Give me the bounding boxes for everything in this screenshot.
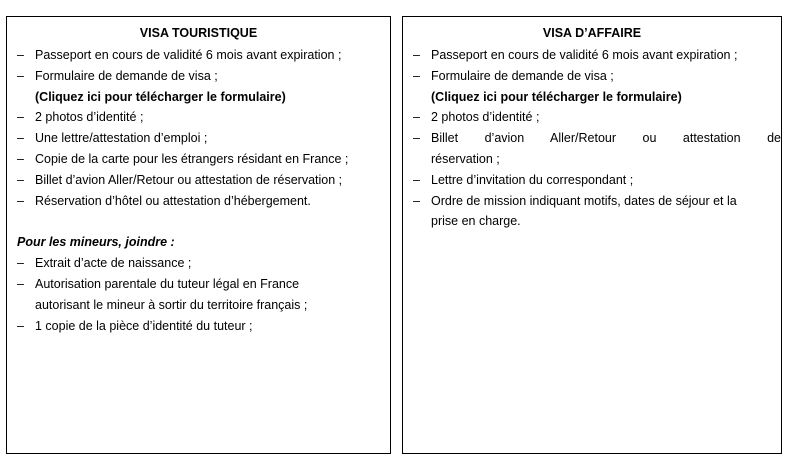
item-text: Extrait d’acte de naissance ; [35, 256, 192, 271]
list-item [403, 45, 781, 66]
list-item [403, 66, 781, 108]
affaire-requirements-list [403, 45, 781, 232]
item-text: 1 copie de la pièce d’identité du tuteur ; [35, 318, 253, 333]
list-item [403, 107, 781, 128]
item-text: Passeport en cours de validité 6 mois avant expiration ; [431, 48, 738, 62]
touristique-requirements-list [7, 45, 390, 211]
list-item [7, 316, 390, 337]
item-text: Réservation d’hôtel ou attestation d’hébergement. [35, 193, 311, 208]
list-item [7, 45, 390, 66]
dash-bullet: – [17, 151, 24, 166]
dash-bullet: – [413, 172, 420, 187]
list-item [7, 149, 390, 170]
list-item [7, 191, 390, 212]
item-text: Formulaire de demande de visa ; [35, 68, 218, 83]
download-form-link[interactable]: (Cliquez ici pour télécharger le formulaire) [35, 89, 286, 104]
dash-bullet: – [17, 256, 24, 271]
item-text: Passeport en cours de validité 6 mois avant expiration ; [35, 48, 342, 62]
list-item [7, 107, 390, 128]
dash-bullet: – [17, 172, 24, 187]
item-text: Billet d’avion Aller/Retour ou attestation de réservation ; [35, 172, 343, 187]
item-text: réservation ; [431, 151, 500, 166]
item-text: 2 photos d’identité ; [35, 110, 144, 125]
dash-bullet: – [17, 318, 24, 333]
visa-touristique-title: VISA TOURISTIQUE [139, 26, 258, 40]
visa-touristique-panel [6, 16, 391, 454]
dash-bullet: – [17, 68, 24, 83]
dash-bullet: – [17, 48, 24, 62]
dash-bullet: – [17, 193, 24, 208]
list-item [403, 170, 781, 191]
item-text: prise en charge. [431, 214, 521, 229]
minors-requirements-list [7, 253, 390, 336]
item-text: Autorisation parentale du tuteur légal en France [35, 276, 300, 291]
list-item [7, 274, 390, 316]
item-text: Billet d’avion Aller/Retour ou attestation de [431, 131, 781, 146]
dash-bullet: – [17, 110, 24, 125]
list-item [403, 128, 781, 170]
item-text: Copie de la carte pour les étrangers résidant en France ; [35, 151, 349, 166]
item-text: Formulaire de demande de visa ; [431, 68, 614, 83]
list-item [7, 253, 390, 274]
visa-affaire-panel [402, 16, 782, 454]
list-item [7, 128, 390, 149]
item-text: Lettre d’invitation du correspondant ; [431, 172, 634, 187]
dash-bullet: – [413, 68, 420, 83]
dash-bullet: – [17, 276, 24, 291]
minors-heading: Pour les mineurs, joindre : [17, 235, 175, 250]
dash-bullet: – [413, 110, 420, 125]
dash-bullet: – [413, 48, 420, 62]
item-text: Ordre de mission indiquant motifs, dates de séjour et la [431, 193, 737, 208]
list-item [7, 66, 390, 108]
item-text: 2 photos d’identité ; [431, 110, 540, 125]
list-item [403, 191, 781, 233]
item-text: Une lettre/attestation d’emploi ; [35, 131, 208, 146]
item-text: autorisant le mineur à sortir du territoire français ; [35, 297, 308, 312]
dash-bullet: – [413, 131, 420, 146]
dash-bullet: – [17, 131, 24, 146]
visa-affaire-title: VISA D’AFFAIRE [542, 26, 642, 40]
dash-bullet: – [413, 193, 420, 208]
list-item [7, 170, 390, 191]
download-form-link[interactable]: (Cliquez ici pour télécharger le formulaire) [431, 89, 682, 104]
